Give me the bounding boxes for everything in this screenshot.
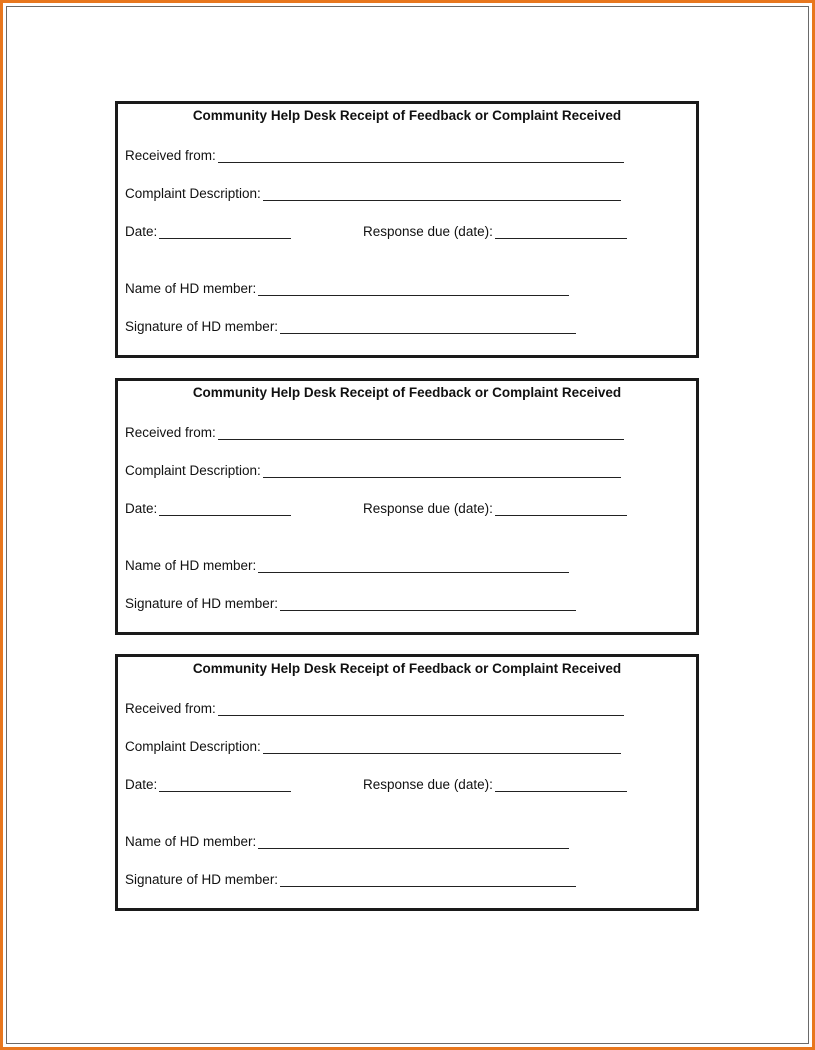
hd-member-name-label: Name of HD member: xyxy=(125,281,257,296)
hd-member-signature-field[interactable] xyxy=(125,596,576,611)
response-due-label: Response due (date): xyxy=(363,224,493,239)
complaint-description-field[interactable] xyxy=(125,739,621,754)
hd-member-signature-label: Signature of HD member: xyxy=(125,319,279,334)
received-from-line[interactable] xyxy=(218,703,624,716)
receipt-form-3 xyxy=(115,654,699,911)
complaint-description-label: Complaint Description: xyxy=(125,186,261,201)
received-from-field[interactable] xyxy=(125,701,624,716)
hd-member-name-line[interactable] xyxy=(258,283,569,296)
received-from-label: Received from: xyxy=(125,425,216,440)
complaint-description-field[interactable] xyxy=(125,463,621,478)
complaint-description-line[interactable] xyxy=(263,188,621,201)
response-due-line[interactable] xyxy=(495,779,627,792)
response-due-line[interactable] xyxy=(495,226,627,239)
hd-member-signature-label: Signature of HD member: xyxy=(125,872,279,887)
response-due-label: Response due (date): xyxy=(363,777,493,792)
form-title: Community Help Desk Receipt of Feedback or Complaint Received xyxy=(192,385,622,400)
received-from-label: Received from: xyxy=(125,148,216,163)
date-line[interactable] xyxy=(159,779,291,792)
complaint-description-label: Complaint Description: xyxy=(125,463,261,478)
hd-member-name-field[interactable] xyxy=(125,834,569,849)
date-field[interactable] xyxy=(125,224,291,239)
complaint-description-label: Complaint Description: xyxy=(125,739,261,754)
hd-member-name-label: Name of HD member: xyxy=(125,834,257,849)
received-from-line[interactable] xyxy=(218,150,624,163)
hd-member-name-line[interactable] xyxy=(258,560,569,573)
date-field[interactable] xyxy=(125,501,291,516)
hd-member-name-label: Name of HD member: xyxy=(125,558,257,573)
date-line[interactable] xyxy=(159,226,291,239)
response-due-line[interactable] xyxy=(495,503,627,516)
received-from-field[interactable] xyxy=(125,148,624,163)
form-title: Community Help Desk Receipt of Feedback or Complaint Received xyxy=(192,661,622,676)
hd-member-signature-field[interactable] xyxy=(125,319,576,334)
response-due-label: Response due (date): xyxy=(363,501,493,516)
response-due-field[interactable] xyxy=(363,501,627,516)
received-from-line[interactable] xyxy=(218,427,624,440)
response-due-field[interactable] xyxy=(363,777,627,792)
receipt-form-1 xyxy=(115,101,699,358)
complaint-description-line[interactable] xyxy=(263,465,621,478)
date-label: Date: xyxy=(125,501,158,516)
hd-member-signature-line[interactable] xyxy=(280,321,576,334)
hd-member-signature-line[interactable] xyxy=(280,874,576,887)
complaint-description-field[interactable] xyxy=(125,186,621,201)
date-line[interactable] xyxy=(159,503,291,516)
received-from-field[interactable] xyxy=(125,425,624,440)
hd-member-name-field[interactable] xyxy=(125,558,569,573)
hd-member-signature-field[interactable] xyxy=(125,872,576,887)
receipt-form-2 xyxy=(115,378,699,635)
date-field[interactable] xyxy=(125,777,291,792)
complaint-description-line[interactable] xyxy=(263,741,621,754)
date-label: Date: xyxy=(125,224,158,239)
received-from-label: Received from: xyxy=(125,701,216,716)
hd-member-name-field[interactable] xyxy=(125,281,569,296)
date-label: Date: xyxy=(125,777,158,792)
form-title: Community Help Desk Receipt of Feedback or Complaint Received xyxy=(192,108,622,123)
hd-member-signature-line[interactable] xyxy=(280,598,576,611)
response-due-field[interactable] xyxy=(363,224,627,239)
hd-member-name-line[interactable] xyxy=(258,836,569,849)
hd-member-signature-label: Signature of HD member: xyxy=(125,596,279,611)
